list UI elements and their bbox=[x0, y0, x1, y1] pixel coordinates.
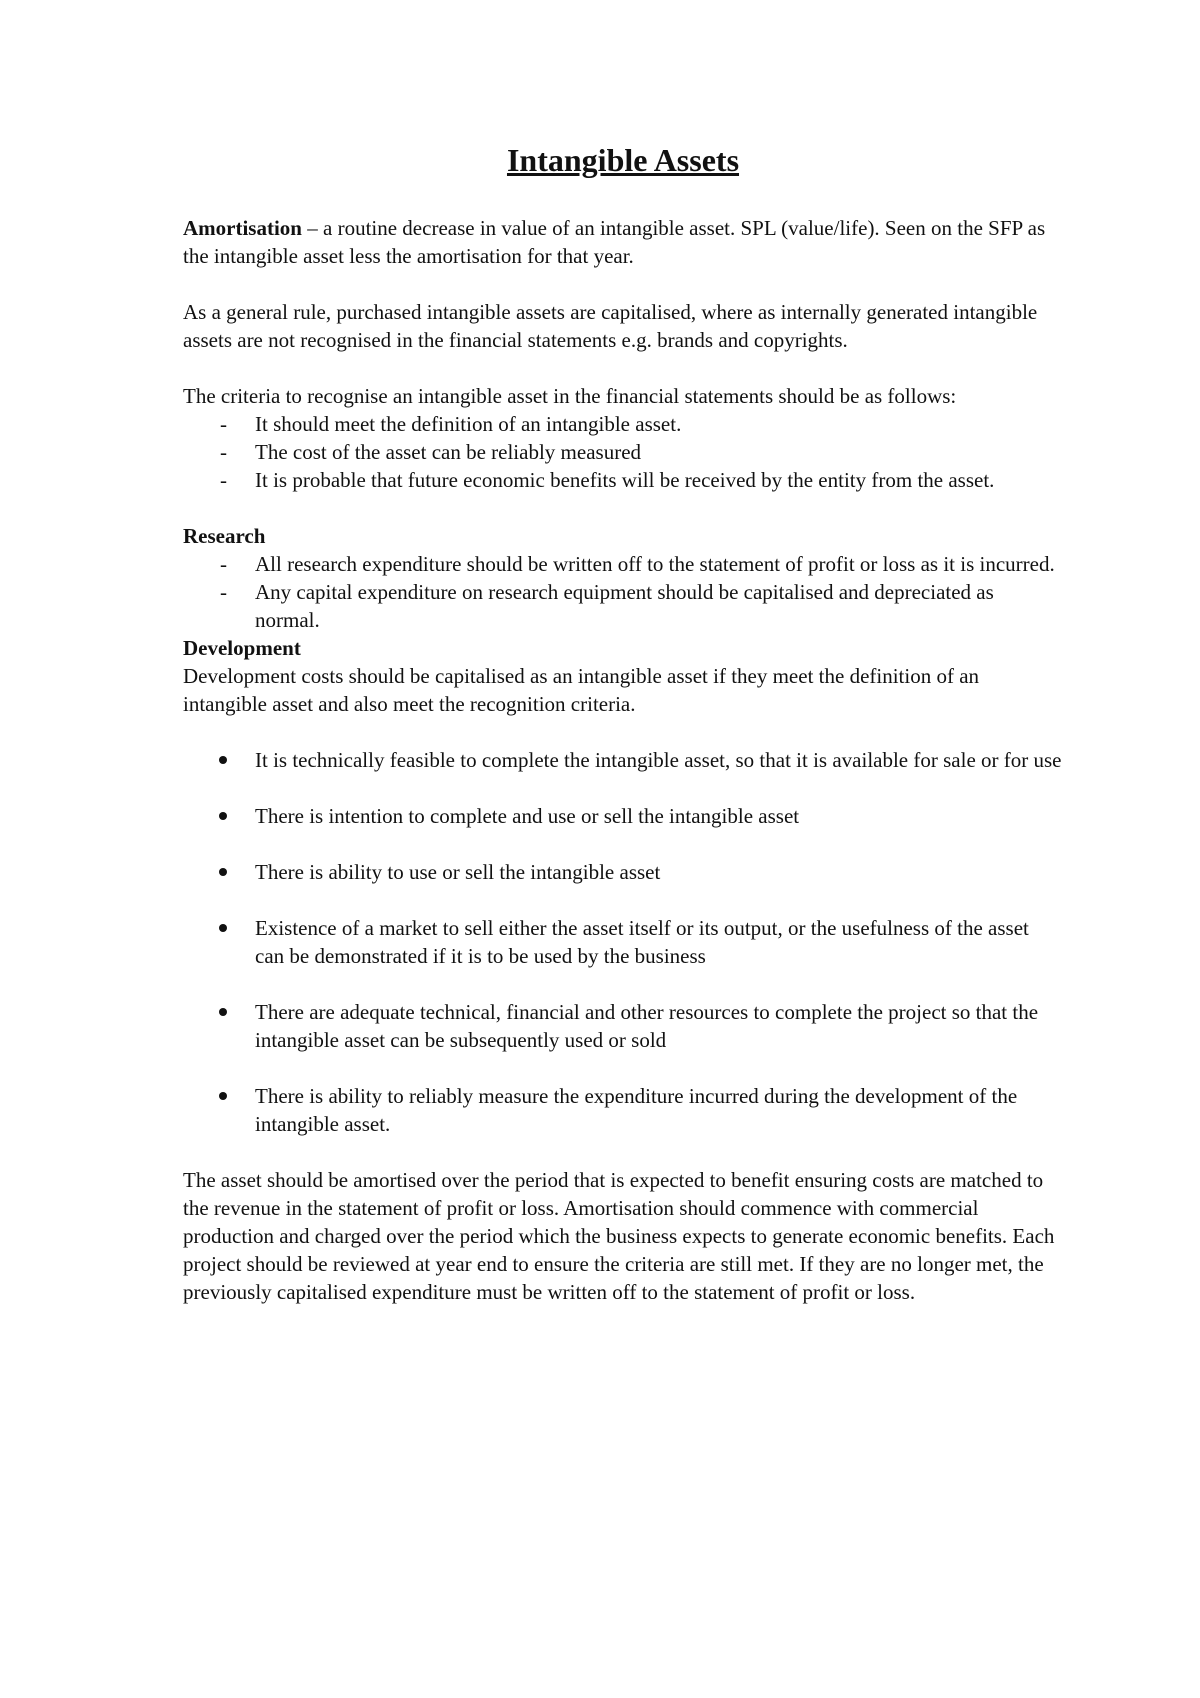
amortisation-term: Amortisation bbox=[183, 216, 302, 240]
criteria-item: - It should meet the definition of an intangible asset. bbox=[183, 410, 1063, 438]
development-criteria-item: There is ability to use or sell the intangible asset bbox=[183, 858, 1063, 886]
general-rule-paragraph: As a general rule, purchased intangible assets are capitalised, where as internally generated intangible assets are not recognised in the financial statements e.g. brands and copyrights. bbox=[183, 300, 1038, 352]
development-criteria-item: There are adequate technical, financial and other resources to complete the project so that the intangible asset can be subsequently used or sold bbox=[183, 998, 1063, 1054]
amortisation-definition: – a routine decrease in value of an intangible asset. SPL (value/life). Seen on the SFP as the intangible asset less the amortisation for that year. bbox=[183, 216, 1046, 268]
conclusion-paragraph: The asset should be amortised over the period that is expected to benefit ensuring costs are matched to the revenue in the statement of profit or loss. Amortisation should commence with commercial production and charged over the period which the business expects to generate economic benefits. Each project should be reviewed at year end to ensure the criteria are still met. If they are no longer met, the previously capitalised expenditure must be written off to the statement of profit or loss. bbox=[183, 1168, 1055, 1304]
criteria-item: - The cost of the asset can be reliably measured bbox=[183, 438, 1063, 466]
research-heading: Research bbox=[183, 524, 266, 548]
research-list bbox=[183, 550, 1063, 634]
criteria-intro: The criteria to recognise an intangible asset in the financial statements should be as follows: bbox=[183, 384, 957, 408]
research-item: - Any capital expenditure on research equipment should be capitalised and depreciated as normal. bbox=[183, 578, 1063, 634]
criteria-list bbox=[183, 410, 1063, 494]
research-item: - All research expenditure should be written off to the statement of profit or loss as it is incurred. bbox=[183, 550, 1063, 578]
development-criteria-item: There is ability to reliably measure the expenditure incurred during the development of the intangible asset. bbox=[183, 1082, 1063, 1138]
development-intro: Development costs should be capitalised as an intangible asset if they meet the definition of an intangible asset and also meet the recognition criteria. bbox=[183, 664, 980, 716]
document-page bbox=[183, 140, 1063, 1306]
development-criteria-item: Existence of a market to sell either the asset itself or its output, or the usefulness of the asset can be demonstrated if it is to be used by the business bbox=[183, 914, 1063, 970]
amortisation-paragraph bbox=[183, 214, 1063, 270]
development-criteria-item: It is technically feasible to complete the intangible asset, so that it is available for sale or for use bbox=[183, 746, 1063, 774]
page-title: Intangible Assets bbox=[506, 142, 740, 178]
development-heading: Development bbox=[183, 636, 301, 660]
development-criteria-item: There is intention to complete and use or sell the intangible asset bbox=[183, 802, 1063, 830]
criteria-item: - It is probable that future economic benefits will be received by the entity from the asset. bbox=[183, 466, 1063, 494]
development-criteria-list bbox=[183, 746, 1063, 1138]
